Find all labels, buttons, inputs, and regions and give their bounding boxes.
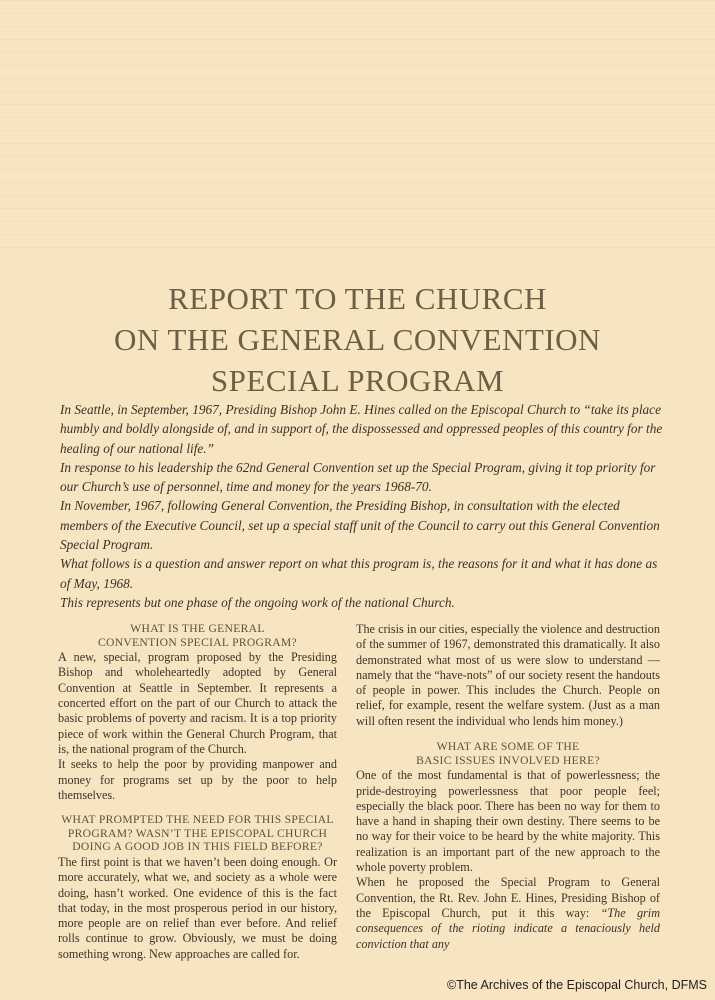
intro-section [60,400,665,612]
body-paragraph: The crisis in our cities, especially the violence and destruction of the summer of 1967, demonstrated this dramatically. It also demonstrated what most of us were slow to understand — namely that the “have-nots” of our society resent the handouts of people in power. This includes the Church. People on relief, for example, resent the welfare system. (Just as a man will often resent the individual who lends him money.) [356,622,660,728]
left-column [58,622,337,962]
body-paragraph: It seeks to help the poor by providing manpower and money for programs set up by the poor to help themselves. [58,757,337,802]
title-line: SPECIAL PROGRAM [210,363,505,398]
body-paragraph: One of the most fundamental is that of powerlessness; the pride-destroying powerlessness that poor people feel; especially the black poor. There has been no way for them to have a hand in shaping their own destiny. There seems to be no way for their voice to be heard by the white majority. This realization is an important part of the new approach to the whole poverty problem. [356,768,660,875]
intro-paragraph: What follows is a question and answer report on what this program is, the reasons for it and what it has done as of May, 1968. [60,556,658,591]
section-heading: WHAT IS THE GENERAL CONVENTION SPECIAL PROGRAM? [98,622,297,649]
title-line: ON THE GENERAL CONVENTION [114,322,601,357]
intro-paragraph: In Seattle, in September, 1967, Presiding Bishop John E. Hines called on the Episcopal Church to “take its place humbly and boldly alongside of, and in support of, the dispossessed and oppressed peoples of this country for the healing of our national life.” [60,402,663,456]
page-title [0,278,715,401]
right-column [356,622,660,952]
body-paragraph: When he proposed the Special Program to General Convention, the Rt. Rev. John E. Hines, Presiding Bishop of the Episcopal Church, put it this way: “The grim consequences of the rioting indicate a tenaciously held conviction that any [356,875,660,951]
intro-paragraph: In November, 1967, following General Convention, the Presiding Bishop, in consultation with the elected members of the Executive Council, set up a special staff unit of the Council to carry out this General Convention Special Program. [60,498,660,553]
archive-credit: ©The Archives of the Episcopal Church, DFMS [446,978,707,992]
quote-text: “The grim consequences of the rioting indicate a tenaciously held conviction that any [356,905,660,951]
intro-paragraph: This represents but one phase of the ongoing work of the national Church. [60,594,455,610]
show-through-texture [0,0,715,260]
section-heading: WHAT ARE SOME OF THE BASIC ISSUES INVOLVED HERE? [416,740,600,767]
body-paragraph: The first point is that we haven’t been doing enough. Or more accurately, what we, and society as a whole were doing, hasn’t worked. One evidence of this is the fact that today, in the most prosperous period in our history, more people are on relief than ever before. And relief rolls continue to grow. Obviously, we must be doing something wrong. New approaches are called for. [58,854,337,961]
intro-paragraph: In response to his leadership the 62nd General Convention set up the Special Program, giving it top priority for our Church’s use of personnel, time and money for the years 1968-70. [60,459,656,495]
section-heading: WHAT PROMPTED THE NEED FOR THIS SPECIAL PROGRAM? WASN’T THE EPISCOPAL CHURCH DOING A GOOD JOB IN THIS FIELD BEFORE? [61,813,334,854]
title-line: REPORT TO THE CHURCH [168,281,547,316]
body-paragraph: A new, special, program proposed by the Presiding Bishop and wholeheartedly adopted by General Convention at Seattle in September. It represents a concerted effort on the part of our Church to attack the basic problems of poverty and racism. It is a top priority piece of work within the General Church Program, that is, the national program of the Church. [58,650,337,756]
